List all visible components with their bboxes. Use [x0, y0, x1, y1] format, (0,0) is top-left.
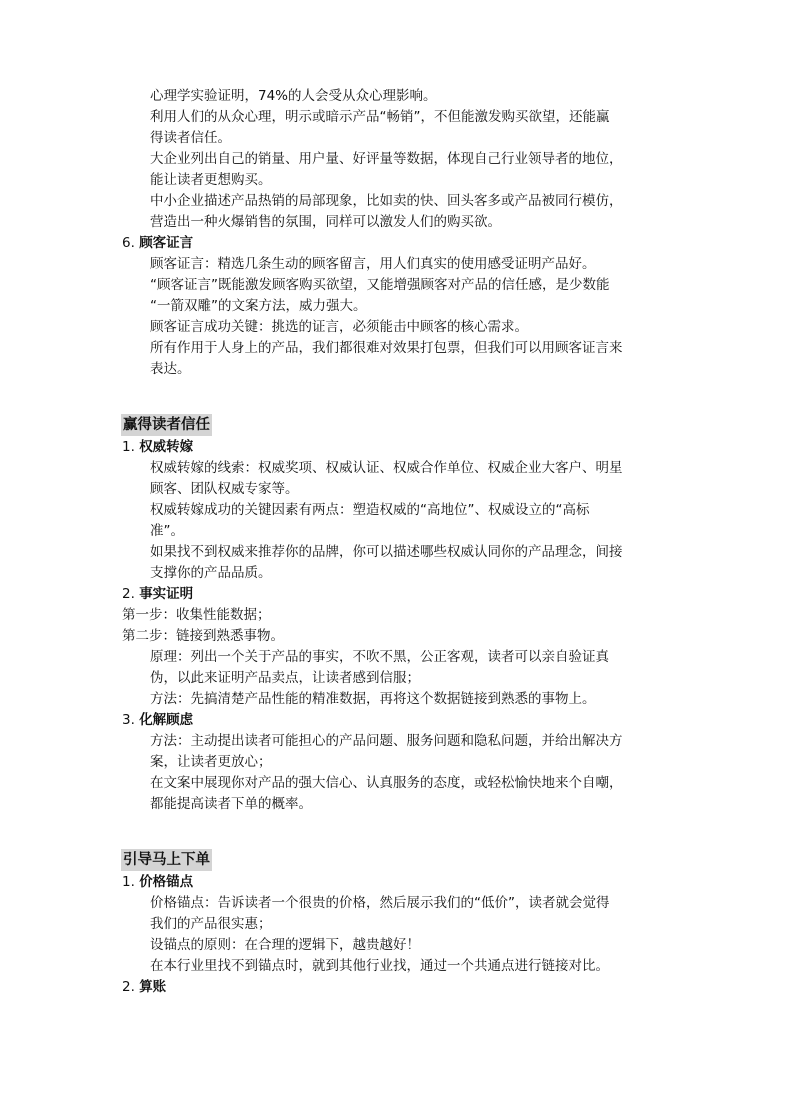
section-number: 1. [122, 439, 135, 455]
body-text: 利用人们的从众心理，明示或暗示产品“畅销”，不但能激发购买欲望，还能赢 [150, 109, 610, 125]
body-text: 权威转嫁的线索：权威奖项、权威认证、权威合作单位、权威企业大客户、明星 [150, 460, 623, 476]
body-text: 所有作用于人身上的产品，我们都很难对效果打包票，但我们可以用顾客证言来 [150, 340, 623, 356]
body-text: 案，让读者更放心； [150, 754, 272, 770]
section-title [122, 437, 193, 457]
body-text: “一箭双雕”的文案方法，威力强大。 [150, 298, 367, 314]
body-text: 权威转嫁成功的关键因素有两点：塑造权威的“高地位”、权威设立的“高标 [150, 502, 590, 518]
body-text: 能让读者更想购买。 [150, 172, 272, 188]
body-text: 如果找不到权威来推荐你的品牌，你可以描述哪些权威认同你的产品理念，间接 [150, 544, 623, 560]
body-text: “顾客证言”既能激发顾客购买欲望，又能增强顾客对产品的信任感，是少数能 [150, 277, 610, 293]
section-number: 3. [122, 712, 135, 728]
body-text: 中小企业描述产品热销的局部现象，比如卖的快、回头客多或产品被同行模仿， [150, 193, 623, 209]
section-title [122, 977, 166, 997]
body-text: 我们的产品很实惠； [150, 916, 272, 932]
section-title [122, 584, 193, 604]
body-text: 原理：列出一个关于产品的事实，不吹不黑，公正客观，读者可以亲自验证真 [150, 649, 609, 665]
step-text: 第二步：链接到熟悉事物。 [122, 628, 284, 644]
body-text: 顾客、团队权威专家等。 [150, 481, 299, 497]
body-text: 大企业列出自己的销量、用户量、好评量等数据，体现自己行业领导者的地位， [150, 151, 623, 167]
body-text: 顾客证言成功关键：挑选的证言，必须能击中顾客的核心需求。 [150, 319, 528, 335]
section-number: 6. [122, 235, 135, 251]
section-number: 1. [122, 874, 135, 890]
body-text: 得读者信任。 [150, 130, 231, 146]
body-text: 价格锚点：告诉读者一个很贵的价格，然后展示我们的“低价”，读者就会觉得 [150, 895, 610, 911]
section-title-text: 事实证明 [139, 586, 194, 602]
section-number: 2. [122, 586, 135, 602]
section-title-text: 顾客证言 [139, 235, 194, 251]
body-text: 表达。 [150, 361, 191, 377]
body-text: 顾客证言：精选几条生动的顾客留言，用人们真实的使用感受证明产品好。 [150, 256, 596, 272]
body-text: 方法：主动提出读者可能担心的产品问题、服务问题和隐私问题，并给出解决方 [150, 733, 623, 749]
body-text: 准”。 [150, 523, 184, 539]
section-title-text: 化解顾虑 [139, 712, 194, 728]
section-title-text: 权威转嫁 [139, 439, 194, 455]
body-text: 设锚点的原则：在合理的逻辑下，越贵越好！ [150, 937, 420, 953]
section-title-text: 价格锚点 [139, 874, 194, 890]
section-title [122, 233, 193, 253]
body-text: 支撑你的产品品质。 [150, 565, 272, 581]
step-text: 第一步：收集性能数据； [122, 607, 271, 623]
section-title-text: 算账 [139, 979, 167, 995]
section-title [122, 872, 193, 892]
chapter-heading: 引导马上下单 [121, 849, 212, 871]
body-text: 在本行业里找不到锚点时，就到其他行业找，通过一个共通点进行链接对比。 [150, 958, 609, 974]
section-number: 2. [122, 979, 135, 995]
body-text: 都能提高读者下单的概率。 [150, 796, 312, 812]
body-text: 心理学实验证明，74%的人会受从众心理影响。 [150, 88, 437, 104]
chapter-heading: 赢得读者信任 [121, 414, 212, 436]
body-text: 方法：先搞清楚产品性能的精准数据，再将这个数据链接到熟悉的事物上。 [150, 691, 596, 707]
section-title [122, 710, 193, 730]
body-text: 在文案中展现你对产品的强大信心、认真服务的态度，或轻松愉快地来个自嘲， [150, 775, 623, 791]
body-text: 营造出一种火爆销售的氛围，同样可以激发人们的购买欲。 [150, 214, 501, 230]
body-text: 伪，以此来证明产品卖点，让读者感到信服； [150, 670, 420, 686]
